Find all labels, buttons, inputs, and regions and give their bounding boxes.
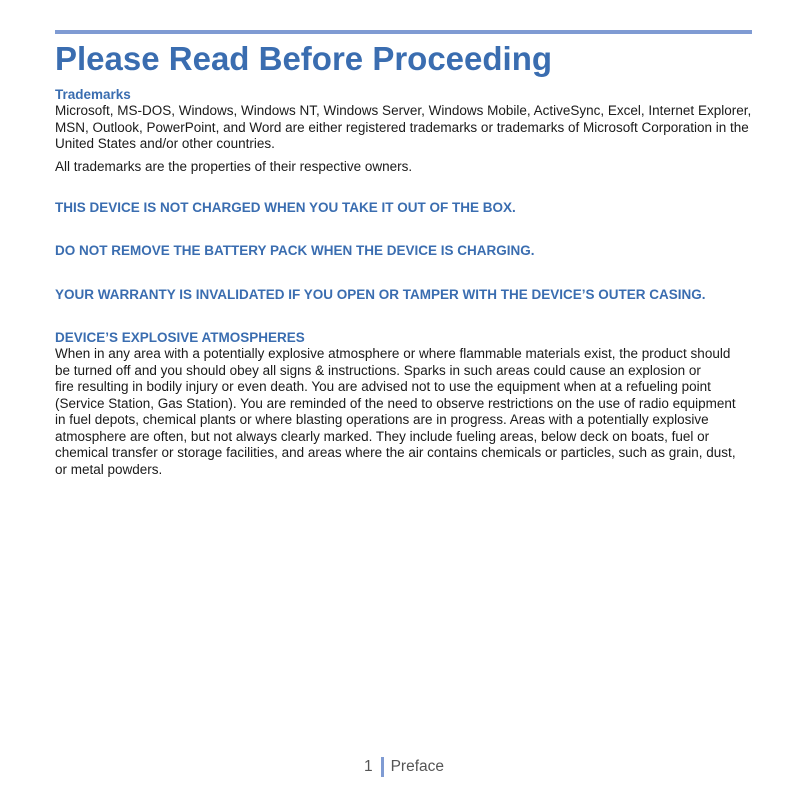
explosive-line: in fuel depots, chemical plants or where blasting operations are in progress. Areas with a potentially explosive — [55, 412, 709, 427]
page-title: Please Read Before Proceeding — [55, 40, 553, 77]
explosive-line: be turned off and you should obey all signs & instructions. Sparks in such areas could cause an explosion or — [55, 362, 701, 378]
page-number: 1 — [363, 758, 373, 775]
explosive-line: (Service Station, Gas Station). You are reminded of the need to observe restrictions on the use of radio equipment — [55, 395, 736, 411]
explosive-line: fire resulting in bodily injury or even death. You are advised not to use the equipment when at a refueling point — [55, 379, 711, 394]
trademarks-owners-paragraph: All trademarks are the properties of their respective owners. — [55, 158, 413, 174]
explosive-heading: DEVICE’S EXPLOSIVE ATMOSPHERES — [55, 330, 305, 345]
explosive-line: or metal powders. — [55, 461, 163, 477]
document-body — [55, 87, 755, 478]
warning-not-charged: THIS DEVICE IS NOT CHARGED WHEN YOU TAKE IT OUT OF THE BOX. — [55, 200, 516, 215]
explosive-line: When in any area with a potentially explosive atmosphere or where flammable materials exist, the product should — [55, 346, 731, 361]
warning-battery: DO NOT REMOVE THE BATTERY PACK WHEN THE DEVICE IS CHARGING. — [55, 243, 535, 258]
trademarks-section — [55, 87, 755, 175]
section-name: Preface — [390, 758, 445, 775]
page-footer — [0, 757, 808, 777]
trademarks-paragraph: Microsoft, MS-DOS, Windows, Windows NT, Windows Server, Windows Mobile, ActiveSync, Excel, Internet Explorer, MSN, Outlook, PowerPoint, and Word are either registered trademarks or trademarks of Microsoft Corporation in the United States and/or other countries. — [55, 103, 752, 151]
explosive-section — [55, 330, 755, 478]
top-divider — [55, 30, 752, 34]
trademarks-heading: Trademarks — [55, 87, 131, 102]
explosive-line: atmosphere are often, but not always clearly marked. They include fueling areas, below deck on boats, fuel or — [55, 428, 710, 444]
explosive-line: chemical transfer or storage facilities, and areas where the air contains chemicals or particles, such as grain, dust, — [55, 445, 736, 460]
footer-divider — [381, 757, 384, 777]
warning-warranty: YOUR WARRANTY IS INVALIDATED IF YOU OPEN OR TAMPER WITH THE DEVICE’S OUTER CASING. — [55, 287, 706, 302]
